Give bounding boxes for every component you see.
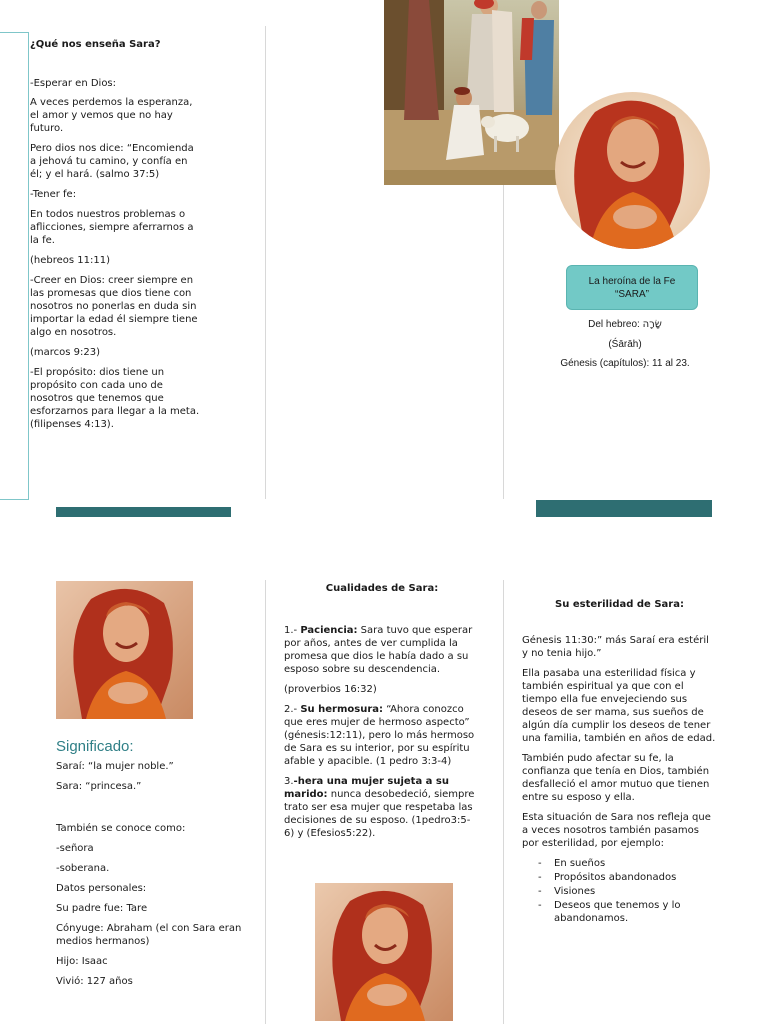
meaning-sara: Sara: “princesa.” xyxy=(56,781,142,792)
biblical-scene-image xyxy=(384,0,559,185)
teaching-text: Pero dios nos dice: “Encomienda a jehová tu camino, y confía en él; y el hará. (salmo 37:5) xyxy=(30,143,194,180)
significado-title: Significado: xyxy=(56,738,134,755)
also-known-label: También se conoce como: xyxy=(56,823,186,834)
quality-name: -hera una mujer sujeta a su marido: xyxy=(284,776,449,800)
quality-text: “Ahora conozco que eres mujer de hermoso aspecto” (génesis:12:11), pero lo más hermoso de Sara es su interior, por su espíritu afable y apacible. (1 pedro 3:3-4) xyxy=(284,704,475,767)
quality-text: nunca desobedeció, siempre trato ser esa mujer que respetaba las decisiones de su esposo. (1pedro3:5-6) y (Efesios5:22). xyxy=(284,789,475,839)
quality-beauty xyxy=(284,703,480,768)
quality-patience xyxy=(284,624,480,676)
quality-reference: (proverbios 16:32) xyxy=(284,684,377,695)
teaching-point: -Esperar en Dios: xyxy=(30,78,117,89)
teaching-text: -Creer en Dios: creer siempre en las promesas que dios tiene con nosotros no ponerlas en duda sin importar la edad él siempre tiene algo en nosotros. xyxy=(30,275,198,338)
sara-portrait xyxy=(315,883,453,1021)
teaching-text: -El propósito: dios tiene un propósito con cada uno de nosotros que tenemos que esforzarnos para llegar a la meta. (filipenses 4:13). xyxy=(30,367,200,430)
callout-line: La heroína de la Fe xyxy=(588,275,676,287)
son: Hijo: Isaac xyxy=(56,956,108,967)
lifespan: Vivió: 127 años xyxy=(56,976,133,987)
teal-divider-bar xyxy=(536,500,712,517)
teaching-reference: (hebreos 11:11) xyxy=(30,255,111,266)
teachings-panel xyxy=(30,38,200,438)
alias: -señora xyxy=(56,843,94,854)
transliteration: (Śārāh) xyxy=(608,339,642,350)
column-divider xyxy=(503,580,504,1024)
column-divider xyxy=(265,26,266,499)
quality-submission xyxy=(284,775,480,840)
hebrew-label: Del hebreo: xyxy=(588,319,643,330)
sterility-title: Su esterilidad de Sara: xyxy=(555,599,684,610)
sterility-text: Esta situación de Sara nos refleja que a veces nosotros también pasamos por esterilidad, por ejemplo: xyxy=(522,812,711,849)
column-divider xyxy=(265,580,266,1024)
alias: -soberana. xyxy=(56,863,110,874)
teaching-text: En todos nuestros problemas o aflicciones, siempre aferrarnos a la fe. xyxy=(30,209,194,246)
teaching-reference: (marcos 9:23) xyxy=(30,347,101,358)
qualities-title: Cualidades de Sara: xyxy=(325,583,439,594)
list-item: - En sueños xyxy=(532,857,717,870)
teaching-point: -Tener fe: xyxy=(30,189,77,200)
quality-number: 3. xyxy=(284,776,294,787)
list-item: - Deseos que tenemos y lo abandonamos. xyxy=(532,899,717,925)
sterility-text: También pudo afectar su fe, la confianza que tenía en Dios, también desfalleció el amor mutuo que tienen entre su esposo y ella. xyxy=(522,753,710,803)
heroine-callout xyxy=(566,265,698,310)
sara-portrait-oval xyxy=(555,92,710,249)
hebrew-origin xyxy=(545,319,705,330)
teachings-title: ¿Qué nos enseña Sara? xyxy=(30,39,161,50)
significado-panel xyxy=(56,760,251,995)
father: Su padre fue: Tare xyxy=(56,903,148,914)
list-item: - Visiones xyxy=(532,885,717,898)
list-item: - Propósitos abandonados xyxy=(532,871,717,884)
sterility-text: Ella pasaba una esterilidad física y también espiritual ya que con el tiempo ella fue envejeciendo sus deseos de ser mama, sus sueños de algún día cumplir los deseos de tener una familia, también en años de edad. xyxy=(522,668,716,744)
quality-text: Sara tuvo que esperar por años, antes de ver cumplida la promesa que dios le había dado a su esposo sobre su descendencia. xyxy=(284,625,473,675)
sterility-text: Génesis 11:30:” más Saraí era estéril y no tenia hijo.” xyxy=(522,635,709,659)
teal-divider-bar xyxy=(56,507,231,517)
genesis-chapters: Génesis (capítulos): 11 al 23. xyxy=(560,358,690,369)
meaning-sarai: Saraí: “la mujer noble.” xyxy=(56,761,174,772)
qualities-panel xyxy=(284,582,480,847)
quality-name: Su hermosura: xyxy=(300,704,384,715)
quality-number: 2.- xyxy=(284,704,301,715)
sterility-examples-list xyxy=(522,857,717,925)
hebrew-word: שָׂרָה xyxy=(642,319,662,330)
quality-name: Paciencia: xyxy=(300,625,358,636)
callout-name: “SARA” xyxy=(615,288,649,300)
personal-data-label: Datos personales: xyxy=(56,883,147,894)
sara-portrait xyxy=(56,581,193,719)
sterility-panel xyxy=(522,598,717,926)
spouse: Cónyuge: Abraham (el con Sara eran medios hermanos) xyxy=(56,923,242,947)
left-frame-border xyxy=(0,32,29,500)
quality-number: 1.- xyxy=(284,625,301,636)
teaching-text: A veces perdemos la esperanza, el amor y vemos que no hay futuro. xyxy=(30,97,193,134)
